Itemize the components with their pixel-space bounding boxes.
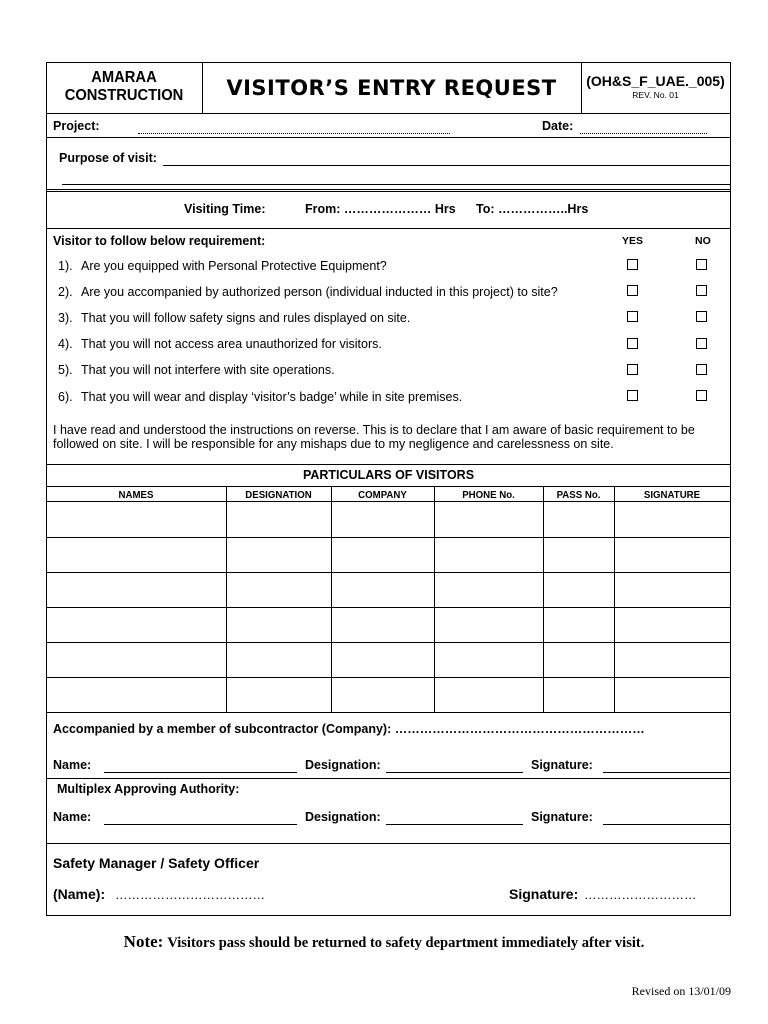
- date-field[interactable]: [580, 133, 707, 134]
- no-checkbox[interactable]: [696, 364, 707, 375]
- yes-checkbox[interactable]: [627, 390, 638, 401]
- safety-signature-field[interactable]: ………………………: [584, 888, 697, 902]
- visitor-row[interactable]: [47, 643, 730, 677]
- approving-signature-label: Signature:: [531, 810, 593, 824]
- approving-signature-field[interactable]: [603, 824, 730, 825]
- requirement-number: 3).: [58, 311, 73, 325]
- column-header-phone: PHONE No.: [462, 489, 515, 501]
- requirement-number: 1).: [58, 259, 73, 273]
- no-checkbox[interactable]: [696, 390, 707, 401]
- company-line1: AMARAA: [91, 69, 157, 86]
- declaration-line2: followed on site. I will be responsible for any mishaps due to my negligence and carelessness on site.: [53, 437, 614, 451]
- no-checkbox[interactable]: [696, 259, 707, 270]
- visitor-row[interactable]: [47, 608, 730, 642]
- no-checkbox[interactable]: [696, 311, 707, 322]
- accompanied-label: Accompanied by a member of subcontractor (Company): ……………………………………………………: [53, 722, 645, 736]
- yes-checkbox[interactable]: [627, 364, 638, 375]
- requirement-text: That you will not interfere with site operations.: [81, 363, 335, 377]
- yes-checkbox[interactable]: [627, 311, 638, 322]
- column-header-signature: SIGNATURE: [643, 489, 701, 501]
- column-header-names: NAMES: [118, 489, 154, 501]
- column-header-company: COMPANY: [358, 489, 407, 501]
- requirements-heading: Visitor to follow below requirement:: [53, 234, 266, 248]
- project-field[interactable]: [138, 133, 450, 134]
- revision-date: Revised on 13/01/09: [631, 984, 731, 998]
- form-code: (OH&S_F_UAE._005): [586, 73, 725, 89]
- safety-signature-label: Signature:: [509, 886, 579, 902]
- visiting-to-field[interactable]: To: ……………..Hrs: [476, 202, 589, 216]
- no-checkbox[interactable]: [696, 285, 707, 296]
- safety-name-label: (Name):: [53, 886, 106, 902]
- company-name: [52, 69, 196, 105]
- date-label: Date:: [542, 119, 574, 133]
- purpose-field-line1[interactable]: [163, 165, 730, 166]
- approving-designation-field[interactable]: [386, 824, 523, 825]
- requirement-number: 4).: [58, 337, 73, 351]
- particulars-title: PARTICULARS OF VISITORS: [302, 468, 475, 482]
- note: [0, 932, 768, 952]
- accompanied-designation-field[interactable]: [386, 772, 523, 773]
- company-line2: CONSTRUCTION: [64, 87, 184, 104]
- purpose-field-line2[interactable]: [62, 184, 730, 185]
- accompanied-signature-label: Signature:: [531, 758, 593, 772]
- accompanied-designation-label: Designation:: [305, 758, 381, 772]
- accompanied-name-field[interactable]: [104, 772, 297, 773]
- column-header-designation: DESIGNATION: [245, 489, 312, 501]
- purpose-label: Purpose of visit:: [59, 151, 157, 165]
- requirement-text: That you will wear and display ‘visitor’s badge’ while in site premises.: [81, 390, 463, 404]
- requirement-text: That you will not access area unauthorized for visitors.: [81, 337, 382, 351]
- requirement-text: Are you equipped with Personal Protective Equipment?: [81, 259, 387, 273]
- accompanied-signature-field[interactable]: [603, 772, 730, 773]
- no-column-label: NO: [695, 235, 711, 247]
- requirement-text: Are you accompanied by authorized person (individual inducted in this project) to site?: [81, 285, 558, 299]
- visitor-row[interactable]: [47, 502, 730, 537]
- accompanied-name-label: Name:: [53, 758, 92, 772]
- revision-number: REV. No. 01: [632, 90, 679, 100]
- approving-name-label: Name:: [53, 810, 92, 824]
- visitor-row[interactable]: [47, 573, 730, 607]
- yes-checkbox[interactable]: [627, 338, 638, 349]
- safety-heading: Safety Manager / Safety Officer: [53, 855, 260, 871]
- yes-checkbox[interactable]: [627, 285, 638, 296]
- requirement-number: 2).: [58, 285, 73, 299]
- requirement-number: 6).: [58, 390, 73, 404]
- visiting-from-field[interactable]: From: ………………… Hrs: [305, 202, 456, 216]
- yes-checkbox[interactable]: [627, 259, 638, 270]
- approving-name-field[interactable]: [104, 824, 297, 825]
- note-label: Note:: [123, 932, 164, 951]
- visiting-time-label: Visiting Time:: [184, 202, 266, 216]
- requirement-number: 5).: [58, 363, 73, 377]
- approving-designation-label: Designation:: [305, 810, 381, 824]
- yes-column-label: YES: [622, 235, 644, 247]
- declaration-text: [53, 423, 695, 451]
- note-text: Visitors pass should be returned to safety department immediately after visit.: [167, 935, 645, 951]
- project-label: Project:: [53, 119, 100, 133]
- no-checkbox[interactable]: [696, 338, 707, 349]
- requirement-text: That you will follow safety signs and rules displayed on site.: [81, 311, 411, 325]
- approving-heading: Multiplex Approving Authority:: [57, 782, 240, 796]
- safety-name-field[interactable]: ………………………………: [115, 888, 265, 902]
- form-title: VISITOR’S ENTRY REQUEST: [226, 76, 557, 100]
- declaration-line1: I have read and understood the instructions on reverse. This is to declare that I am aware of basic requirement to be: [53, 423, 695, 437]
- column-header-pass: PASS No.: [556, 489, 601, 501]
- visitor-row[interactable]: [47, 678, 730, 712]
- visitor-row[interactable]: [47, 538, 730, 572]
